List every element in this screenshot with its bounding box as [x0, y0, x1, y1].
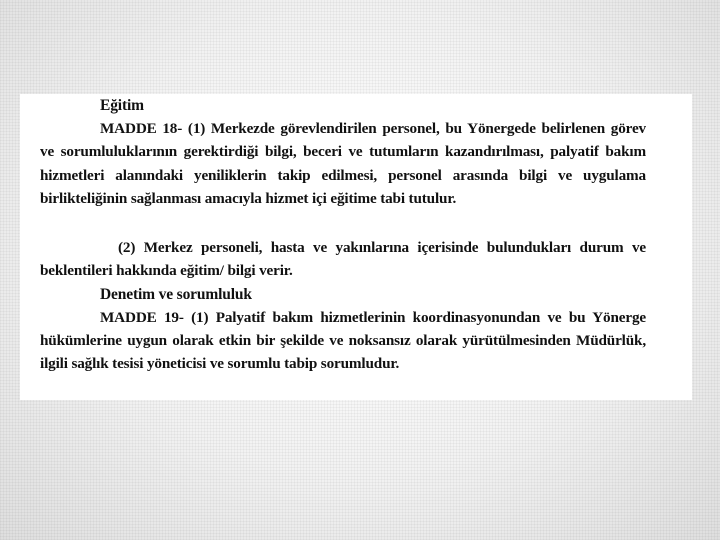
heading-denetim: Denetim ve sorumluluk: [100, 286, 252, 303]
article-18-para-2-line-1: (2) Merkez personeli, hasta ve yakınlarına içerisinde bulundukları durum ve: [118, 239, 646, 256]
article-18-line-2: ve sorumluluklarının gerektirdiği bilgi, beceri ve tutumların kazandırılması, palyatif bakım: [40, 143, 646, 160]
article-19-line-1: MADDE 19- (1) Palyatif bakım hizmetlerinin koordinasyonundan ve bu Yönerge: [100, 309, 646, 326]
cropped-text-remnant: [346, 395, 416, 400]
article-18-line-1: MADDE 18- (1) Merkezde görevlendirilen personel, bu Yönergede belirlenen görev: [100, 120, 646, 137]
article-18-para-2-line-2: beklentileri hakkında eğitim/ bilgi verir.: [40, 262, 293, 279]
document-scan: [20, 94, 692, 400]
article-18-line-3: hizmetleri alanındaki yeniliklerin takip edilmesi, personel arasında bilgi ve uygulama: [40, 167, 646, 184]
article-19-line-2: hükümlerine uygun olarak etkin bir şekilde ve noksansız olarak yürütülmesinden Müdürlük,: [40, 332, 646, 349]
document-text: [20, 94, 692, 400]
article-19-line-3: ilgili sağlık tesisi yöneticisi ve sorumlu tabip sorumludur.: [40, 355, 400, 372]
heading-egitim: Eğitim: [100, 97, 144, 114]
article-18-line-4: birlikteliğinin sağlanması amacıyla hizmet içi eğitime tabi tutulur.: [40, 190, 457, 207]
